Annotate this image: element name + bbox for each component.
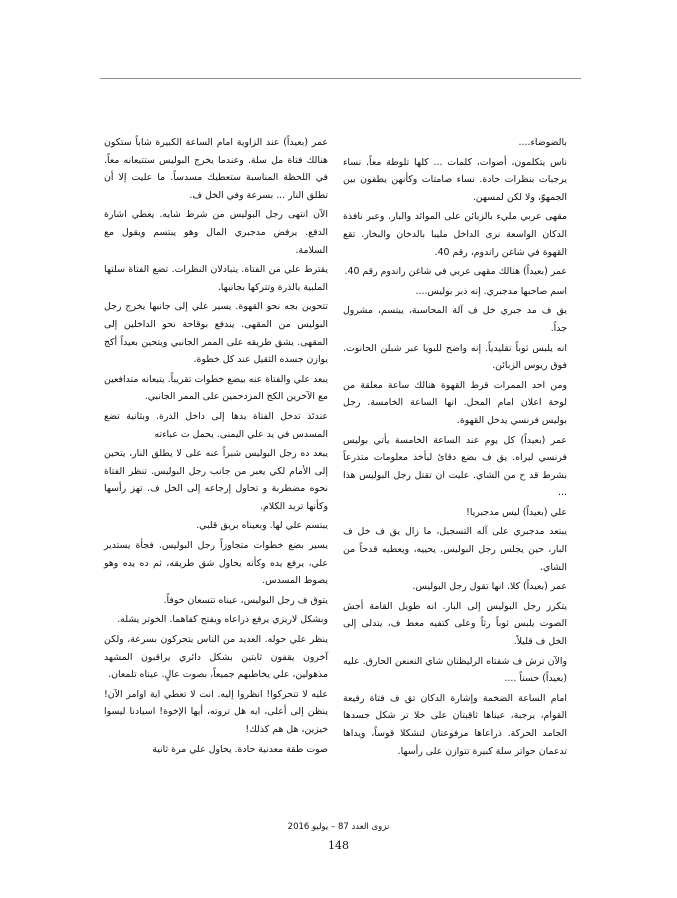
page-number: 148 <box>328 839 349 852</box>
paragraph: ناس يتكلمون، أصوات، كلمات ... كلها تلوطة معاً. نساء يرجبات بنظرات حادة. نساء صامتات وكأنهن يطفون بين الجمهوّ، ولا لكن لمسهن. <box>343 156 567 203</box>
paragraph: مقهى عربي مليء بالزبائن على الموائد والبار. وعبر نافذة الدكان الواسعة نرى الداخل مليبا بالدخان والبخار. تقع القهوة في شاغن راندوم، رقم 40. <box>343 211 567 258</box>
paragraph: يبتسم علي لها. وبعيناه بريق قلبي. <box>196 520 328 532</box>
paragraph: عندئذ تدخل الفتاة يدها إلى داخل الذرة. وبثانية تضع المسدس في يد علي اليمنى. يحمل ت عباءته <box>104 410 328 440</box>
paragraph: يبتعد مدجبري على آله التسجيل، ما زال يق ف خل ف البار، حين يجلس رجل البوليس. يحييه، ويعطيه قدحاً من الشاي. <box>343 526 567 573</box>
paragraph: تتحوين بجه نحو القهوة. يسير علي إلى جانبها يخرج رجل البوليس من المقهى. يندفع بوقاحة نحو الداخلين إلى المقهى. يشق طريقه على الممر الجانبي ويتحين بعيداً أكج يوازن جسده الثقيل عند كل خطوة. <box>104 301 328 366</box>
paragraph: اسم صاحبها مدجبري. إنه ذبر بوليس.... <box>415 285 567 297</box>
header-rule <box>100 78 581 79</box>
paragraph: عليه لا تتحركوا! انظروا إليه. انت لا تعطي اية اوامر الآن! ينظن إلى أعلى، ايه هل تروته، أيها الإخوة! اسيادنا ليسوا خيزين، هل هم كذلك! <box>104 688 328 735</box>
paragraph: عمر (بعيداً) كلا. انها تقول رجل البوليس. <box>412 581 567 593</box>
paragraph: انه يلبس ثوباً تقليدياً. إنه واضح للبويا عبر شبلن الحانوت. فوق ريوس الزبائن. <box>343 342 567 372</box>
paragraph: وبشكل لاريزي يرفع ذراعاه ويفتح كفاهما. الخوتر يشله. <box>117 614 328 626</box>
paragraph: عمر (بعيداً) هنالك مقهى عربي في شاغن راندوم رقم 40. <box>344 266 567 278</box>
right-column <box>343 134 567 762</box>
paragraph: بالضوضاء.... <box>518 137 567 148</box>
paragraph: ومن احد الممرات قرط القهوة هنالك ساعة معلقة من لوحة اعلان امام المحل. انها الساعة الخامسة. رجل بوليس فرنسي يدخل القهوة. <box>343 379 567 426</box>
paragraph: علي (بعيداً) ليس مدجبريا! <box>466 506 567 518</box>
paragraph: الآن انتهى رجل البوليس من شرط شايه. يعطي اشارة الدفع. يرفض مدجبري المال وهو يبتسم ويقول مع السلامة. <box>104 209 328 256</box>
paragraph: يبعد ده رجل البوليس شبراً عنه على لا يطلق النار، يتحين إلى الأمام لكي يعبر من جانب رجل البوليس. تنظر الفتاة نحوه مضطربة و تحاول إرجاعه إلى الخل ف. تهز رأسها وكأنها تريد الكلام. <box>104 448 328 512</box>
paragraph: يتوق ف رجل البوليس، عيناه تتسعان خوفاً. <box>163 594 328 606</box>
paragraph: ينظر علي حوله. العديد من الناس يتحركون بسرعة، ولكن آخرون يقفون ثابتين بشكل دائري يراقبون المشهد مذهولين، علي يخاطبهم جميعاً، بصوت عالٍ. عيناه تلمعان. <box>104 634 328 681</box>
left-column <box>104 134 328 760</box>
paragraph: يتكرز رجل البوليس إلى البار. انه طويل القامة أجش الصوت يلبس ثوباً رثاً وعلى كتفيه معط ف، يتدلى إلى الخل ف قليلاً. <box>343 600 567 648</box>
paragraph: يبعد علي والفتاة عنه بيضع خطوات تقريباً. يتبعانه متدافعين مع الآخرين الكج المزدحمين على الممر الجانبي. <box>104 373 328 403</box>
paragraph: يقترط علي من الفتاة. يتبادلان النظرات. تضع الفتاة سلتها الملبية بالذرة وتتركها بجانبها. <box>104 264 328 293</box>
issue-line: نزوى العدد 87 – يوليو 2016 <box>287 822 390 832</box>
paragraph: عمر (بعيداً) كل يوم عند الساعة الخامسة يأتي بوليس فرنسي ليراه. يق ف بضع دقائ ليأخذ معلومات متذرعاً بشرط قد ح من الشاي. عليت ان تقتل رجل البوليس هذا ... <box>343 434 567 499</box>
paragraph: امام الساعة الضخمة وإشارة الدكان تق ف فتاة رفيعة القوام، يرجبة، عيناها ثاقبتان على خلا تر شكل جسدها الجامد الحركة. ذراعاها مرفوعتان لتشكلا قوساً، ويداها تدعمان حواتر سلة كبيرة تتوازن على رأسها. <box>343 692 567 757</box>
paragraph: والآن ترش ف شفتاه الرليظتان شاي النعنعن الحارق. عليه (بعيداً) حسناً .... <box>343 655 567 685</box>
page-footer <box>0 820 677 854</box>
paragraph: عمر (بعيداً) عند الزاوية امام الساعة الكبيرة شاباً ستكون هنالك فتاة مل سلة. وعندما يخرج البوليس ستتبعانه معاً. في اللحظة المناسبة ستعطيك مسدساً. ما عليت إلا أن تطلق النار ... بسرعة وفي الخل ف. <box>104 137 328 201</box>
paragraph: صوت طقة معدنية حادة. يحاول علي مرة ثانية <box>152 743 328 755</box>
paragraph: يق ف مد جبري خل ف آلة المحاسبة، يبتسم، مشرول جداً. <box>343 305 567 334</box>
paragraph: يسير بضع خطوات متجاوزاً رجل البوليس. فجأة يستدير علي، يرفع يده وكأنه يحاول شق طريقه، ثم ده يده وهو يصوط المسدس. <box>104 540 328 587</box>
